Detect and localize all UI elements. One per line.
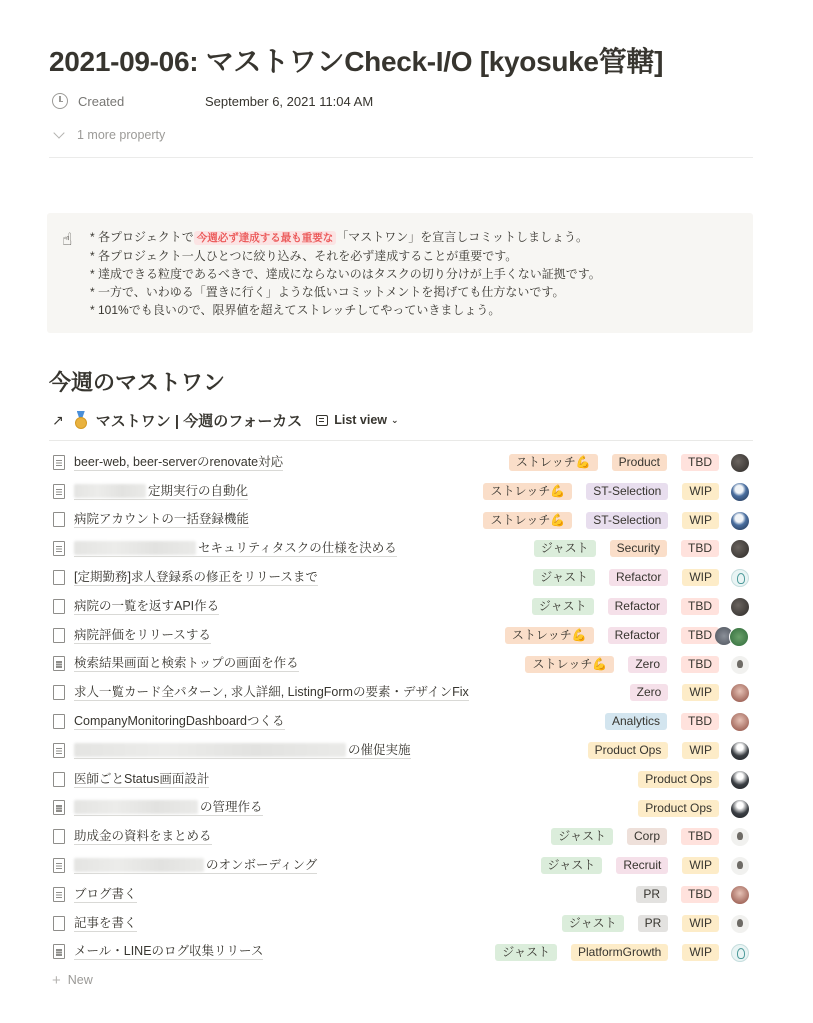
row-title[interactable] — [74, 511, 249, 528]
page-icon — [53, 829, 65, 844]
row-tags — [469, 512, 719, 529]
page-icon — [53, 944, 65, 959]
redacted-text — [74, 858, 204, 872]
team-tag: Refactor — [608, 598, 667, 615]
database-divider — [49, 440, 753, 441]
row-tags — [469, 483, 719, 500]
table-row[interactable] — [49, 822, 753, 851]
table-row[interactable] — [49, 592, 753, 621]
row-tags — [519, 569, 719, 586]
avatar — [731, 828, 749, 846]
page-icon — [53, 685, 65, 700]
status-tag: WIP — [682, 742, 719, 759]
callout[interactable] — [47, 213, 753, 333]
row-title-text: [定期勤務]求人登録系の修正をリリースまで — [74, 570, 318, 585]
row-tags — [574, 742, 719, 759]
type-tag: ジャスト — [562, 915, 624, 932]
team-tag: ST-Selection — [586, 512, 668, 529]
avatar — [731, 540, 749, 558]
team-tag: Corp — [627, 828, 667, 845]
pointing-up-icon: ☝ — [62, 230, 73, 249]
table-row[interactable] — [49, 794, 753, 823]
callout-line-4: * 一方で、いわゆる「置きに行く」ような低いコミットメントを掲げても仕方ないです。 — [90, 285, 565, 299]
avatar — [731, 771, 749, 789]
row-title-text: 病院の一覧を返すAPI作る — [74, 598, 220, 613]
page-icon — [53, 656, 65, 671]
type-tag: ジャスト — [534, 540, 596, 557]
table-row[interactable] — [49, 765, 753, 794]
type-tag: ストレッチ💪 — [509, 454, 598, 471]
team-tag: ST-Selection — [586, 483, 668, 500]
page-icon — [53, 628, 65, 643]
team-tag: Product Ops — [638, 800, 719, 817]
row-tags — [622, 886, 719, 903]
row-title-text: 定期実行の自動化 — [148, 483, 249, 498]
row-tags — [527, 857, 719, 874]
avatar — [731, 742, 749, 760]
callout-line-1-pre: * 各プロジェクトで — [90, 230, 194, 244]
medal-icon — [74, 411, 88, 429]
page-icon — [53, 570, 65, 585]
redacted-text — [74, 541, 196, 555]
row-title-text: の管理作る — [200, 800, 263, 815]
team-tag: PR — [636, 886, 667, 903]
row-tags — [481, 944, 719, 961]
row-title[interactable] — [74, 684, 469, 701]
status-tag: WIP — [682, 512, 719, 529]
page-icon — [53, 916, 65, 931]
row-title-text: 病院評価をリリースする — [74, 627, 211, 642]
team-tag: PlatformGrowth — [571, 944, 668, 961]
chevron-down-icon: ⌄ — [391, 414, 399, 425]
avatar — [715, 627, 749, 645]
callout-line-2: * 各プロジェクト一人ひとつに絞り込み、それを必ず達成することが重要です。 — [90, 249, 518, 263]
row-title-text: ブログ書く — [74, 886, 137, 901]
plus-icon: + — [52, 971, 61, 989]
row-title[interactable] — [74, 857, 317, 874]
row-title[interactable] — [74, 454, 283, 471]
avatar — [731, 944, 749, 962]
team-tag: Product — [612, 454, 667, 471]
row-title-text: 検索結果画面と検索トップの画面を作る — [74, 656, 299, 671]
status-tag: TBD — [681, 627, 719, 644]
callout-line-3: * 達成できる粒度であるべきで、達成にならないのはタスクの切り分けが上手くない証拠です。 — [90, 267, 601, 281]
avatar — [731, 483, 749, 501]
team-tag: Zero — [628, 656, 667, 673]
type-tag: ストレッチ💪 — [483, 512, 572, 529]
redacted-text — [74, 743, 346, 757]
avatar — [731, 886, 749, 904]
page-icon — [53, 772, 65, 787]
row-title-text: のオンボーディング — [206, 858, 318, 873]
avatar — [731, 569, 749, 587]
type-tag: ジャスト — [495, 944, 557, 961]
row-tags — [624, 800, 719, 817]
status-tag: TBD — [681, 656, 719, 673]
page-icon — [53, 455, 65, 470]
page-icon — [53, 541, 65, 556]
page-icon — [53, 484, 65, 499]
view-label: List view — [334, 413, 388, 427]
avatar — [731, 800, 749, 818]
team-tag: Security — [610, 540, 667, 557]
task-list — [49, 448, 753, 966]
created-property[interactable] — [49, 90, 373, 112]
row-title[interactable] — [74, 655, 299, 672]
linked-database-header — [52, 408, 399, 432]
status-tag: TBD — [681, 886, 719, 903]
database-title[interactable]: マストワン | 今週のフォーカス — [95, 412, 303, 430]
status-tag: TBD — [681, 598, 719, 615]
callout-line-1-post: 「マストワン」を宣言しコミットしましょう。 — [336, 230, 589, 244]
row-title[interactable] — [74, 886, 137, 903]
table-row[interactable] — [49, 448, 753, 477]
row-title-text: 記事を書く — [74, 915, 137, 930]
row-tags — [548, 915, 719, 932]
table-row[interactable] — [49, 707, 753, 736]
status-tag: TBD — [681, 713, 719, 730]
linked-arrow-icon[interactable]: ↗ — [52, 411, 64, 428]
table-row[interactable] — [49, 650, 753, 679]
avatar — [731, 915, 749, 933]
row-tags — [518, 598, 719, 615]
view-switcher[interactable] — [316, 413, 398, 427]
avatar — [731, 713, 749, 731]
row-title-text: 求人一覧カード全パターン, 求人詳細, ListingFormの要素・デザインFix — [74, 685, 469, 700]
avatar — [731, 512, 749, 530]
section-heading: 今週のマストワン — [49, 370, 226, 395]
team-tag: PR — [638, 915, 669, 932]
avatar — [731, 684, 749, 702]
callout-line-1 — [90, 228, 601, 247]
status-tag: TBD — [681, 454, 719, 471]
type-tag: ストレッチ💪 — [505, 627, 594, 644]
row-tags — [616, 684, 719, 701]
callout-line-5: * 101%でも良いので、限界値を超えてストレッチしてやっていきましょう。 — [90, 303, 501, 317]
table-row[interactable] — [49, 678, 753, 707]
table-row[interactable] — [49, 880, 753, 909]
row-title[interactable] — [74, 627, 211, 644]
callout-highlight: 今週必ず達成する最も重要な — [194, 231, 337, 245]
table-row[interactable] — [49, 851, 753, 880]
created-label: Created — [78, 93, 125, 109]
team-tag: Analytics — [605, 713, 667, 730]
page-title[interactable]: 2021-09-06: マストワンCheck-I/O [kyosuke管轄] — [49, 46, 664, 77]
row-title[interactable] — [74, 915, 137, 932]
status-tag: WIP — [682, 857, 719, 874]
status-tag: WIP — [682, 569, 719, 586]
row-tags — [624, 771, 719, 788]
team-tag: Product Ops — [588, 742, 669, 759]
row-title[interactable] — [74, 540, 397, 557]
avatar — [731, 857, 749, 875]
page-icon — [53, 887, 65, 902]
redacted-text — [74, 800, 198, 814]
row-title[interactable] — [74, 713, 285, 730]
new-item-label: New — [67, 973, 93, 987]
status-tag: WIP — [682, 684, 719, 701]
type-tag: ストレッチ💪 — [525, 656, 614, 673]
team-tag: Refactor — [608, 627, 667, 644]
row-title-text: 医師ごとStatus画面設計 — [74, 771, 210, 786]
table-row[interactable] — [49, 506, 753, 535]
page-icon — [53, 599, 65, 614]
row-title[interactable] — [74, 483, 248, 500]
new-item-button[interactable] — [52, 971, 93, 989]
row-tags — [495, 454, 719, 471]
table-row[interactable] — [49, 736, 753, 765]
row-title[interactable] — [74, 799, 263, 816]
row-title[interactable] — [74, 828, 212, 845]
row-tags — [520, 540, 719, 557]
avatar — [731, 656, 749, 674]
row-tags — [591, 713, 719, 730]
page-icon — [53, 714, 65, 729]
table-row[interactable] — [49, 909, 753, 938]
clock-icon — [52, 93, 68, 109]
status-tag: TBD — [681, 828, 719, 845]
type-tag: ストレッチ💪 — [483, 483, 572, 500]
row-tags — [491, 627, 719, 644]
row-title-text: の催促実施 — [348, 742, 411, 757]
type-tag: ジャスト — [533, 569, 595, 586]
table-row[interactable] — [49, 938, 753, 967]
table-row[interactable] — [49, 534, 753, 563]
row-tags — [537, 828, 719, 845]
type-tag: ジャスト — [532, 598, 594, 615]
type-tag: ジャスト — [541, 857, 603, 874]
team-tag: Recruit — [616, 857, 668, 874]
row-title[interactable] — [74, 598, 219, 615]
row-title[interactable] — [74, 771, 209, 788]
team-tag: Product Ops — [638, 771, 719, 788]
team-tag: Zero — [630, 684, 669, 701]
row-title-text: CompanyMonitoringDashboardつくる — [74, 714, 285, 729]
table-row[interactable] — [49, 563, 753, 592]
divider — [49, 157, 753, 158]
table-row[interactable] — [49, 621, 753, 650]
status-tag: WIP — [682, 944, 719, 961]
row-title-text: セキュリティタスクの仕様を決める — [198, 541, 397, 556]
row-title-text: メール・LINEのログ収集リリース — [74, 944, 264, 959]
created-value: September 6, 2021 11:04 AM — [205, 93, 374, 109]
avatar — [731, 454, 749, 472]
table-row[interactable] — [49, 477, 753, 506]
page-icon — [53, 858, 65, 873]
page-icon — [53, 512, 65, 527]
page-icon — [53, 800, 65, 815]
status-tag: WIP — [682, 915, 719, 932]
chevron-down-icon — [53, 127, 64, 138]
more-properties-toggle[interactable] — [52, 126, 165, 144]
page-icon — [53, 743, 65, 758]
list-view-icon — [316, 415, 328, 426]
row-title[interactable] — [74, 742, 411, 759]
status-tag: TBD — [681, 540, 719, 557]
row-title-text: 助成金の資料をまとめる — [74, 829, 212, 844]
row-title-text: 病院アカウントの一括登録機能 — [74, 512, 249, 527]
more-properties-label: 1 more property — [77, 128, 166, 142]
redacted-text — [74, 484, 146, 498]
row-title[interactable] — [74, 943, 263, 960]
avatar — [731, 598, 749, 616]
row-title[interactable] — [74, 569, 318, 586]
type-tag: ジャスト — [551, 828, 613, 845]
row-tags — [511, 656, 719, 673]
row-title-text: beer-web, beer-serverのrenovate対応 — [74, 454, 284, 469]
status-tag: WIP — [682, 483, 719, 500]
team-tag: Refactor — [609, 569, 668, 586]
